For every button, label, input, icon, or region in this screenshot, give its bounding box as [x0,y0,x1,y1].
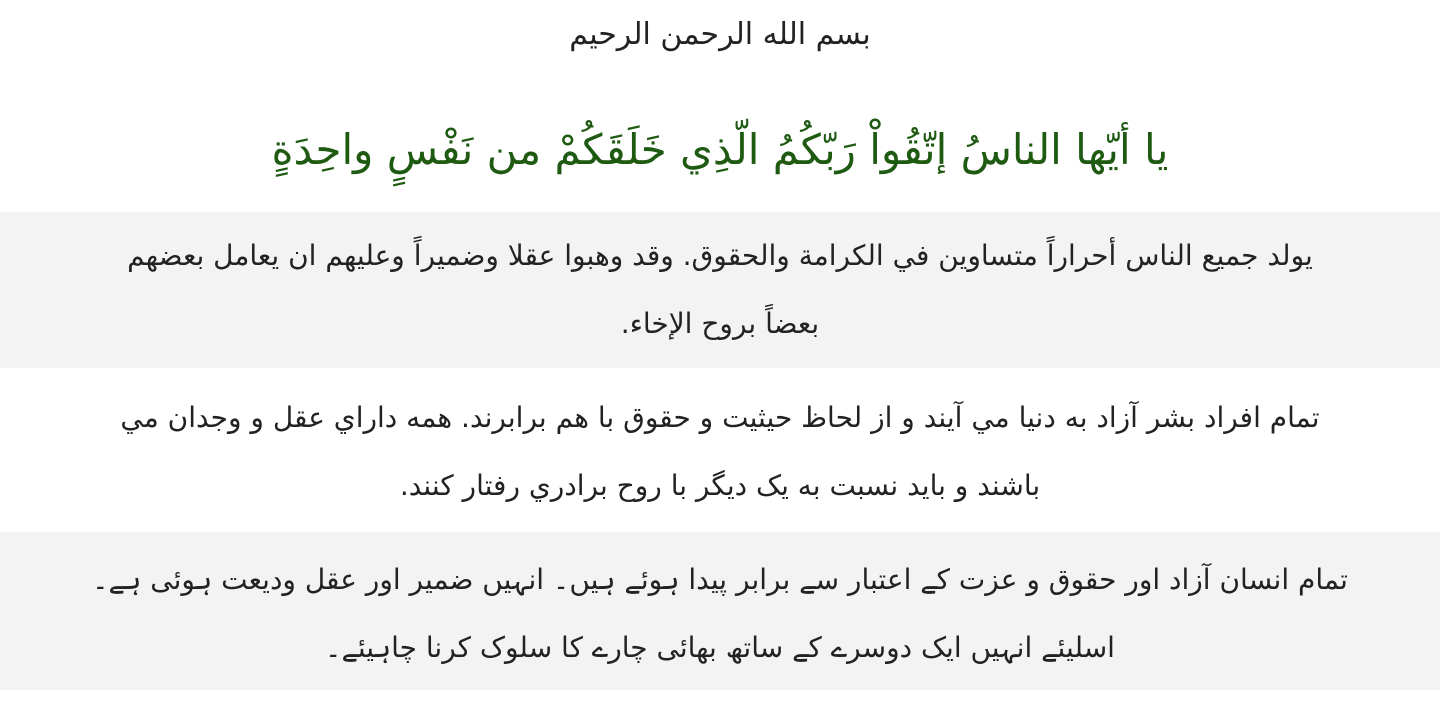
arabic-paragraph-line-2: بعضاً بروح الإخاء. [620,307,820,340]
arabic-paragraph-line-1: يولد جميع الناس أحراراً متساوين في الكرامة والحقوق. وقد وهبوا عقلا وضميراً وعليهم ان يعامل بعضهم [127,239,1313,272]
persian-paragraph [0,368,1440,532]
persian-paragraph-line-2: باشند و بايد نسبت به يک ديگر با روح برادري رفتار کنند. [399,469,1041,502]
urdu-paragraph [0,532,1440,690]
verse-line: يا أيّها الناسُ إتّقُواْ رَبّكُمُ الّذِي خَلَقَكُمْ من نَفْسٍ واحِدَةٍ [271,125,1169,174]
bismillah-heading: بسم الله الرحمن الرحيم [569,17,871,52]
urdu-paragraph-line-1: تمام انسان آزاد اور حقوق و عزت کے اعتبار سے برابر پیدا ہوئے ہیں۔ انہیں ضمیر اور عقل ودیعت ہوئی ہے۔ [92,563,1348,596]
persian-paragraph-line-1: تمام افراد بشر آزاد به دنيا مي آيند و از لحاظ حيثيت و حقوق با هم برابرند. همه داراي عقل و وجدان مي [120,401,1320,434]
arabic-paragraph [0,212,1440,368]
urdu-paragraph-line-2: اسلیئے انہیں ایک دوسرے کے ساتھ بھائی چارے کا سلوک کرنا چاہیئے۔ [325,631,1115,664]
